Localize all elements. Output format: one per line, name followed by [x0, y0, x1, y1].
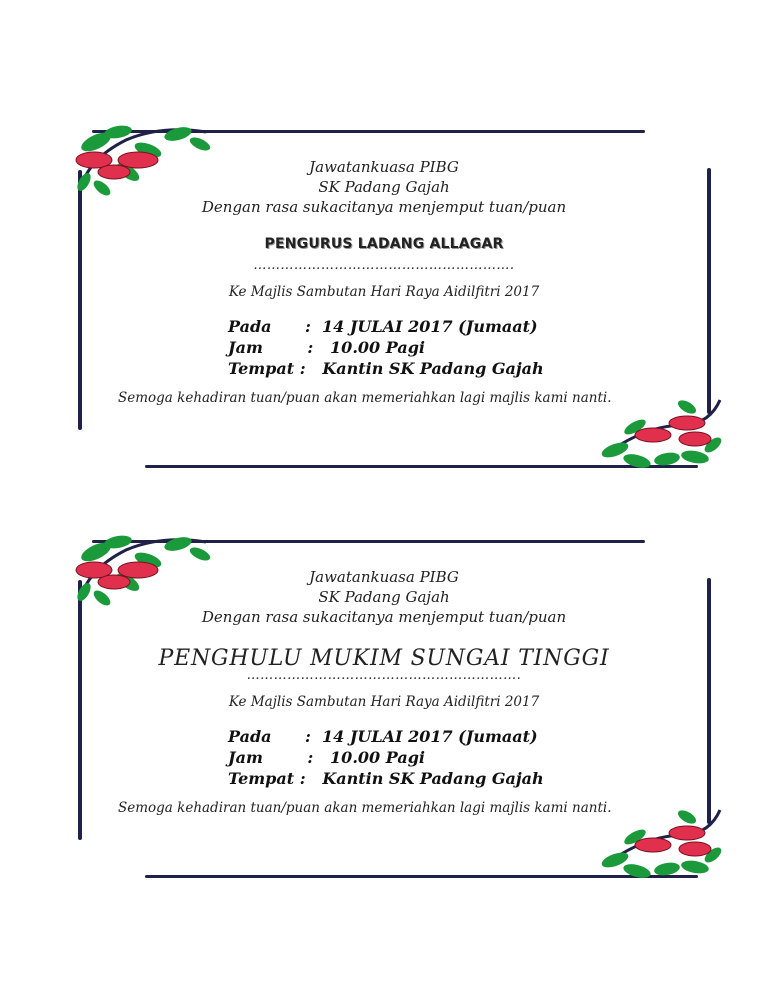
event-name: Ke Majlis Sambutan Hari Raya Aidilfitri 2017 [228, 694, 540, 710]
school-name: SK Padang Gajah [318, 588, 450, 606]
guest-name: PENGURUS LADANG ALLAGAR [264, 236, 504, 252]
school-name: SK Padang Gajah [318, 178, 450, 196]
invitation-card-2 [0, 530, 768, 920]
dotted-line: ……………………………………………………. [246, 668, 522, 683]
event-name: Ke Majlis Sambutan Hari Raya Aidilfitri 2017 [228, 284, 540, 300]
closing-text: Semoga kehadiran tuan/puan akan memeriahkan lagi majlis kami nanti. [118, 800, 612, 816]
date-row: Pada : 14 JULAI 2017 (Jumaat) [228, 727, 538, 746]
guest-name: PENGHULU MUKIM SUNGAI TINGGI [158, 646, 610, 671]
closing-text: Semoga kehadiran tuan/puan akan memeriahkan lagi majlis kami nanti. [118, 390, 612, 406]
place-row: Tempat : Kantin SK Padang Gajah [228, 769, 544, 788]
berry-branch-bottom-right-icon [595, 395, 725, 470]
berry-branch-bottom-right-icon [595, 805, 725, 880]
event-details [228, 316, 544, 379]
time-row: Jam : 10.00 Pagi [228, 338, 425, 357]
date-row: Pada : 14 JULAI 2017 (Jumaat) [228, 317, 538, 336]
event-details [228, 726, 544, 789]
invite-text: Dengan rasa sukacitanya menjemput tuan/puan [201, 608, 567, 626]
committee-name: Jawatankuasa PIBG [309, 158, 459, 176]
time-row: Jam : 10.00 Pagi [228, 748, 425, 767]
invite-text: Dengan rasa sukacitanya menjemput tuan/puan [201, 198, 567, 216]
place-row: Tempat : Kantin SK Padang Gajah [228, 359, 544, 378]
dotted-line: …………………………………………………. [253, 258, 515, 273]
invitation-card-1 [0, 120, 768, 510]
committee-name: Jawatankuasa PIBG [309, 568, 459, 586]
